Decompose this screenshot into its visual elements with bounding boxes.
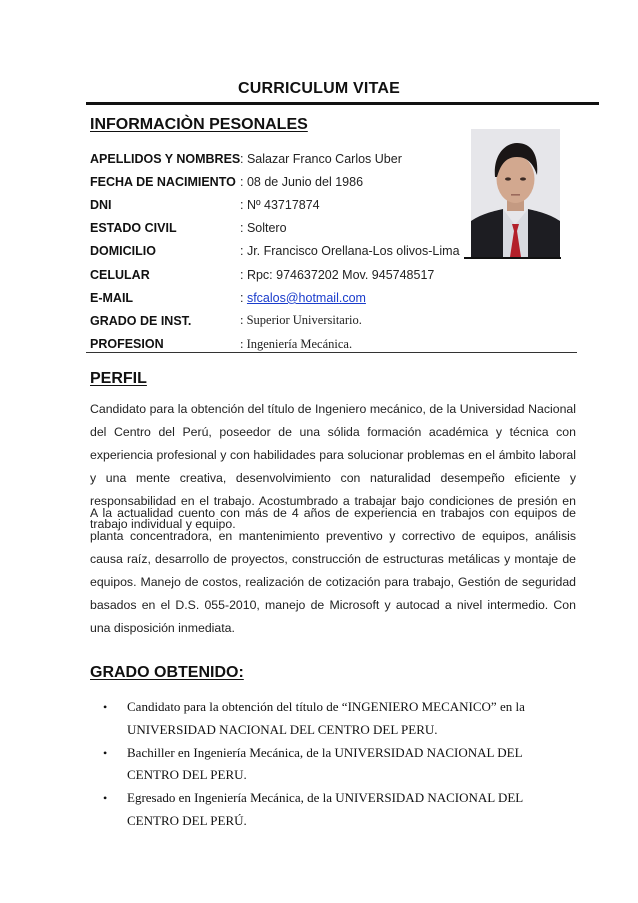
info-row-full-name	[90, 147, 470, 170]
list-item	[90, 742, 550, 787]
info-value: : Salazar Franco Carlos Uber	[240, 151, 402, 166]
info-label: CELULAR	[90, 267, 150, 282]
info-value: : Jr. Francisco Orellana-Los olivos-Lima	[240, 244, 460, 259]
document-title: CURRICULUM VITAE	[237, 80, 400, 97]
degree-text: Bachiller en Ingeniería Mecánica, de la UNIVERSIDAD NACIONAL DEL CENTRO DEL PERU.	[127, 744, 523, 782]
info-value: : 08 de Junio del 1986	[240, 174, 364, 189]
list-item	[90, 696, 550, 741]
degree-text: Egresado en Ingeniería Mecánica, de la UNIVERSIDAD NACIONAL DEL CENTRO DEL PERÚ.	[127, 790, 523, 828]
profile-paragraph-2: A la actualidad cuento con más de 4 años de experiencia en trabajos con equipos de planta concentradora, en mantenimiento preventivo y correctivo de equipos, análisis causa raíz, desarrollo de proyectos, construcción de estructuras metálicas y montaje de equipos. Manejo de costos, realización de cotización para trabajo, Gestión de seguridad basados en el D.S. 055-2010, manejo de Microsoft y autocad a nivel intermedio. Con una disposición inmediata.	[90, 506, 576, 635]
info-label: E-MAIL	[90, 290, 134, 305]
personal-info-heading: INFORMACIÒN PESONALES	[90, 116, 308, 133]
section-divider	[86, 352, 577, 353]
info-value: : Nº 43717874	[240, 197, 320, 212]
info-label: APELLIDOS Y NOMBRES	[90, 151, 241, 166]
degrees-list	[90, 696, 550, 833]
bullet-icon: •	[103, 791, 108, 805]
info-row-address	[90, 240, 470, 263]
info-row-birth-date	[90, 170, 470, 193]
email-prefix: :	[240, 290, 247, 305]
info-label: FECHA DE NACIMIENTO	[90, 174, 236, 189]
email-link[interactable]: sfcalos@hotmail.com	[246, 290, 366, 305]
info-value: : Ingeniería Mecánica.	[240, 336, 353, 351]
info-row-dni	[90, 193, 470, 216]
bullet-icon: •	[103, 700, 108, 714]
info-label: DNI	[90, 197, 112, 212]
info-value: : Soltero	[240, 221, 287, 236]
info-label: ESTADO CIVIL	[90, 221, 177, 236]
profile-heading: PERFIL	[90, 370, 147, 387]
info-row-phone	[90, 263, 470, 286]
profile-photo	[471, 129, 560, 257]
info-row-email	[90, 286, 470, 309]
degree-text: Candidato para la obtención del título de “INGENIERO MECANICO” en la UNIVERSIDAD NACIONAL DEL CENTRO DEL PERU.	[127, 699, 525, 737]
info-row-marital-status	[90, 217, 470, 240]
info-label: DOMICILIO	[90, 244, 156, 259]
info-row-education-level	[90, 309, 470, 332]
list-item	[90, 787, 550, 832]
info-value: : Superior Universitario.	[240, 313, 362, 328]
person-portrait-icon	[471, 129, 560, 257]
degrees-heading: GRADO OBTENIDO:	[90, 664, 244, 681]
info-label: PROFESION	[90, 337, 164, 352]
info-value: : Rpc: 974637202 Mov. 945748517	[240, 267, 435, 282]
personal-info-table	[90, 147, 470, 356]
photo-underline	[464, 257, 561, 259]
title-divider	[86, 102, 599, 105]
bullet-icon: •	[103, 745, 108, 760]
info-label: GRADO DE INST.	[90, 313, 192, 328]
info-value	[240, 291, 366, 305]
profile-paragraph-1: Candidato para la obtención del título de Ingeniero mecánico, de la Universidad Nacional del Centro del Perú, poseedor de una sólida formación académica y técnica con experiencia profesional y con habilidades para solucionar problemas en el ámbito laboral y una mente creativa, desenvolvimiento con naturalidad desempeño eficiente y responsabilidad en el trabajo. Acostumbrado a trabajar bajo condiciones de presión en trabajo individual y equipo.	[90, 402, 576, 531]
